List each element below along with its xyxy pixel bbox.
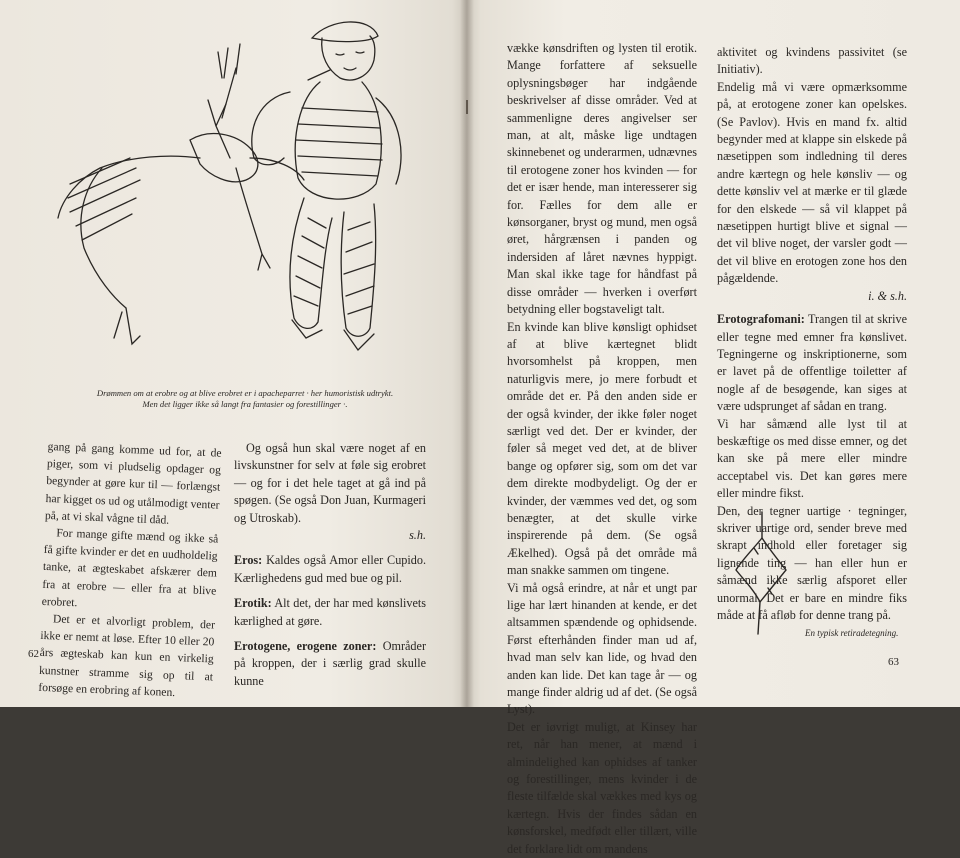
left-column-1 [38,438,222,703]
entry-term: Erotik: [234,596,272,611]
paragraph: En kvinde kan blive kønsligt ophidset af at blive kærtegnet blidt hvorsomhelst på kroppen, men naturligvis mere, jo mere forbudt et område det er. På den anden side er der også kvinder, der ikke føler noget særligt ved det. Der er kvinder, der føler så meget ved det, at de bliver bange og opfører sig, som om det var dem direkte modbydeligt. Og der er kvinder, der væmmes ved det, og som benægter, at det skulle virke inspirerende på dem. (Se også Ækelhed). Også på det område må man snakke sammen om tingene. [507,319,697,578]
entry-eros [234,552,426,587]
paragraph: Og også hun skal være noget af en livskunstner for selv at føle sig erobret — og for i det hele taget at gå ind på spøgen. (Se også Don Juan, Kurmageri og Utroskab). [234,441,426,525]
paragraph: For mange gifte mænd og ikke så få gifte kvinder er det en uudholdelig tanke, at ægteskabet afskærer dem fra at erobre — eller fra at blive erobret. [41,526,219,610]
paragraph: vække kønsdriften og lysten til erotik. Mange forfattere af seksuelle oplysningsbøger har indgående beskrivelser af disse områder. Ved at sammenligne deres angivelser ser man, at alt, måske lige undtagen skinnebenet og underarmen, udnævnes til erotogene zoner hos kvinden — for det er især hende, man interesserer sig for. Fælles for dem alle er kønsorganer, bryst og mund, men også øret, hårgrænsen i panden og indersiden af låret nævnes hyppigt. Man skal ikke tage for håndfast på disse områder — hverken i overført betydning eller bogstaveligt talt. [507,41,697,317]
paragraph: Vi har såmænd alle lyst til at beskæftige os med disse emner, og det kan ske på mere eller mindre acceptabel vis. Det kan gøres mere eller mindre fikst. [717,416,907,501]
entry-erotogene-zoner [234,638,426,690]
entry-term: Erotografomani: [717,312,805,327]
apache-couple-illustration [40,8,430,378]
entry-term: Erotogene, erogene zoner: [234,639,377,654]
caption-line-1: Drømmen om at erobre og at blive erobret er i apacheparret · her humoristisk udtrykt. [96,388,394,398]
page-number-right: 63 [888,656,899,668]
entry-erotografomani [717,311,907,415]
left-page [0,0,466,707]
paragraph: Endelig må vi være opmærksomme på, at erotogene zoner kan opelskes. (Se Pavlov). Hvis en mand fx. altid begynder med at klappe sin elskede på næsetippen som indledning til deres andre kærtegn og hele kønsliv — og dette kønsliv vel at mærke er til glæde for den elskede — så vil klappet på næsetippen hurtigt blive et signal — det vil blive noget, der varsler godt — det vil blive en erotogen zone hos den pågældende. [717,79,907,286]
entry-text: Områder på kroppen, der i særlig grad skulle kunne [234,639,426,688]
entry-text: Kaldes også Amor eller Cupido. Kærlighedens gud med bue og pil. [234,553,426,585]
paragraph: Vi må også erindre, at når et ungt par lige har lært hinanden at kende, er det altsammen spændende og ophidsende. Først efterhånden finder man ud af, hvad man selv kan lide, og hvad den anden kan lide. Det kan tage år — og mange finder aldrig ud af det. (Se også Lyst). [507,580,697,717]
entry-text: Alt det, der har med kønslivets kærlighed at gøre. [234,596,426,628]
entry-term: Eros: [234,553,263,568]
paragraph: gang på gang komme ud for, at de piger, som vi pludselig opdager og begynder at gøre kur til — forlængst har kigget os ud og utålmodigt venter på, at vi skal vågne til dåd. [44,439,222,527]
paragraph: Det er iøvrigt muligt, at Kinsey har ret, når han mener, at mænd i almindelighed kan ophidses af tanker og forestillinger, mens kvinder i de fleste tilfælde skal vækkes med kys og kærtegn. Hvis der findes sådan en kønsforskel, medfødt eller tillært, ville det forklare lidt om mandens [507,719,697,856]
entry-text: Trangen til at skrive eller tegne med emner fra kønslivet. Tegningerne og inskriptionerne, som er lavet på de offentlige toiletter af nogle af de besøgende, kan siges at være udsprunget af sådan en trang. [717,312,907,414]
page-number-left: 62 [28,648,39,660]
illustration-caption [60,388,430,410]
left-column-2 [234,440,426,690]
caption-line-2: Men det ligger ikke så langt fra fantasier og forestillinger ·. [142,399,348,409]
retirade-drawing [732,508,792,638]
book-gutter [460,0,474,707]
entry-erotik [234,595,426,630]
paragraph: aktivitet og kvindens passivitet (se Initiativ). [717,45,907,77]
paragraph: Det er et alvorligt problem, der ikke er nemt at løse. Efter 10 eller 20 års ægteskab kan kun en virkelig kunstner stramme sig op til at forsøge en erobring af konen. [38,612,216,699]
signature: i. & s.h. [868,288,907,303]
right-column-1 [507,40,697,858]
drawing-caption: En typisk retiradetegning. [805,628,899,638]
signature: s.h. [409,528,426,543]
paragraph: Den, der tegner uartige · tegninger, skriver uartige ord, sender breve med skrapt indhold eller foretager sig lignende ting — han eller hun er såmænd ikke særlig afsporet eller unormal. Det er bare en mindre fiks måde at få afløb for denne trang på. [717,503,907,622]
